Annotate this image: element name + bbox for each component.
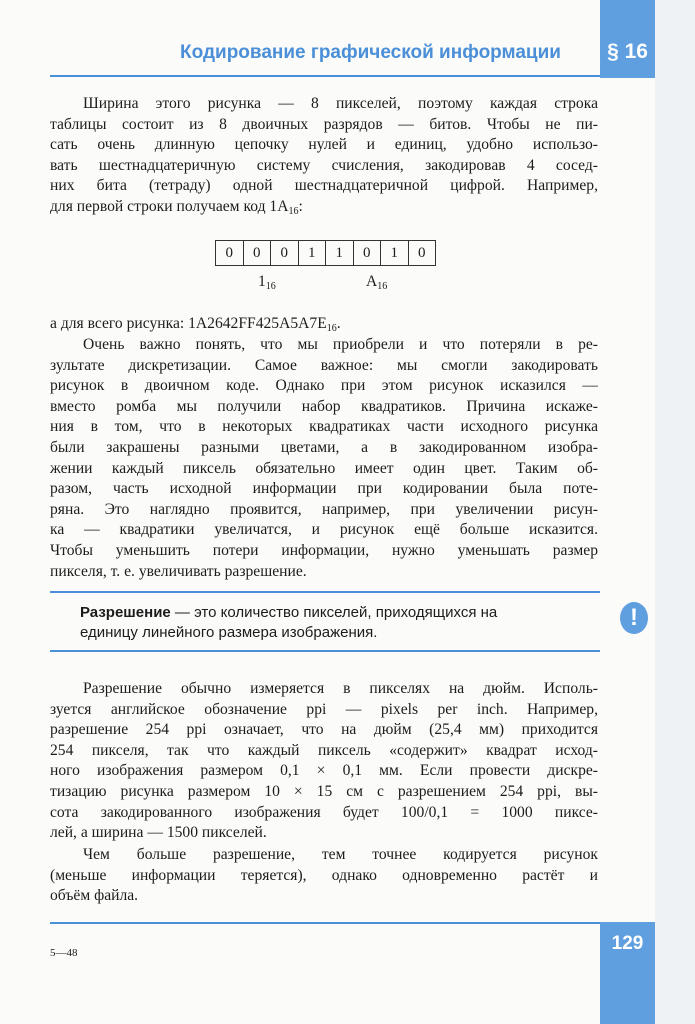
paragraph-4	[50, 845, 598, 907]
section-tab	[600, 0, 655, 78]
hex-label-high	[258, 273, 276, 291]
text-line: лей, а ширина — 1500 пикселей.	[50, 824, 267, 842]
text: .	[336, 315, 341, 332]
bit-cell: 1	[326, 241, 354, 265]
text-line: 254 пикселя, так что каждый пиксель «содержит» квадрат исход-	[50, 741, 598, 759]
text-line: вместо ромба мы получили набор квадратиков. Причина искаже-	[50, 397, 598, 415]
text-line: рисунок в двоичном коде. Однако при этом рисунок исказился —	[50, 377, 598, 395]
paragraph-2	[50, 335, 598, 582]
subscript: 16	[377, 281, 388, 292]
text-line: жении каждый пиксель обязательно имеет один цвет. Таким об-	[50, 459, 598, 477]
definition-term: Разрешение	[80, 604, 171, 621]
definition-text: единицу линейного размера изображения.	[80, 624, 378, 641]
text: а для всего рисунка: 1A2642FF425A5A7E	[50, 315, 327, 332]
subscript: 16	[326, 323, 337, 334]
paragraph-3	[50, 679, 598, 844]
section-number: § 16	[607, 40, 648, 63]
page-number: 129	[611, 933, 644, 954]
text-line	[50, 197, 598, 218]
text-line: Разрешение обычно измеряется в пикселях на дюйм. Исполь-	[83, 680, 598, 697]
bit-cell: 1	[381, 241, 409, 265]
bit-cell: 0	[216, 241, 244, 265]
text-line: вать шестнадцатеричную систему счисления, закодировав 4 сосед-	[50, 156, 598, 174]
header-rule	[50, 75, 600, 77]
text-line: таблицы состоит из 8 двоичных разрядов — битов. Чтобы не пи-	[50, 115, 598, 133]
text-line: ка — квадратики увеличатся, и рисунок ещё больше исказится.	[50, 521, 598, 539]
text-line: ного изображения размером 0,1 × 0,1 мм. Если провести дискре-	[50, 762, 598, 780]
text-line: Чтобы уменьшить потери информации, нужно уменьшать размер	[50, 541, 598, 559]
bit-cell: 0	[244, 241, 272, 265]
paragraph-1	[50, 94, 598, 218]
signature-mark: 5—48	[50, 947, 78, 959]
full-code-line	[50, 314, 598, 335]
chapter-title: Кодирование графической информации	[180, 42, 561, 63]
text-line: разрешение 254 ppi означает, что на дюйм (25,4 мм) приходится	[50, 721, 598, 739]
bit-cell: 0	[418, 245, 426, 261]
bit-table	[215, 240, 436, 266]
text: 1	[258, 273, 266, 290]
text-line: ния в том, что в некоторых квадратиках части исходного рисунка	[50, 418, 598, 436]
text-line: были закрашены разными цветами, а в закодированном изобра-	[50, 438, 598, 456]
text-line: сота закодированного изображения будет 100/0,1 = 1000 пиксе-	[50, 803, 598, 821]
exclamation-icon: !	[620, 602, 648, 634]
text: A	[366, 273, 378, 290]
text-line: Ширина этого рисунка — 8 пикселей, поэтому каждая строка	[83, 95, 598, 112]
definition-rule-bottom	[50, 650, 600, 652]
text-line: сать очень длинную цепочку нулей и единиц, удобно использо-	[50, 136, 598, 154]
subscript: 16	[288, 205, 299, 217]
text-line: Чем больше разрешение, тем точнее кодируется рисунок	[83, 846, 598, 863]
text-line: (меньше информации теряется), однако одновременно растёт и	[50, 866, 598, 884]
text-line: разом, часть исходной информации при кодировании была поте-	[50, 480, 598, 498]
bit-cell: 0	[354, 241, 382, 265]
bit-cell: 0	[271, 241, 299, 265]
text-line: Очень важно понять, что мы приобрели и что потеряли в ре-	[83, 336, 598, 353]
text-line: них бита (тетраду) одной шестнадцатеричной цифрой. Например,	[50, 177, 598, 195]
text: для первой строки получаем код 1A	[50, 197, 289, 215]
bit-cell: 1	[299, 241, 327, 265]
text-line: зультате дискретизации. Самое важное: мы смогли закодировать	[50, 356, 598, 374]
hex-label-low	[366, 273, 387, 291]
text-line: пикселя, т. е. увеличивать разрешение.	[50, 562, 307, 580]
text: :	[298, 197, 303, 215]
definition-text: — это количество пикселей, приходящихся на	[170, 604, 498, 621]
text-line: объём файла.	[50, 887, 139, 905]
subscript: 16	[265, 281, 276, 292]
footer-rule	[50, 922, 600, 924]
definition-rule-top	[50, 591, 600, 593]
text-line: зуется английское обозначение ppi — pixels per inch. Например,	[50, 700, 598, 718]
definition-box	[80, 603, 600, 643]
page-edge	[655, 0, 695, 1024]
text-line: ряна. Это наглядно проявится, например, при увеличении рисун-	[50, 500, 598, 518]
text-line: тизацию рисунка размером 10 × 15 см с разрешением 254 ppi, вы-	[50, 782, 598, 800]
